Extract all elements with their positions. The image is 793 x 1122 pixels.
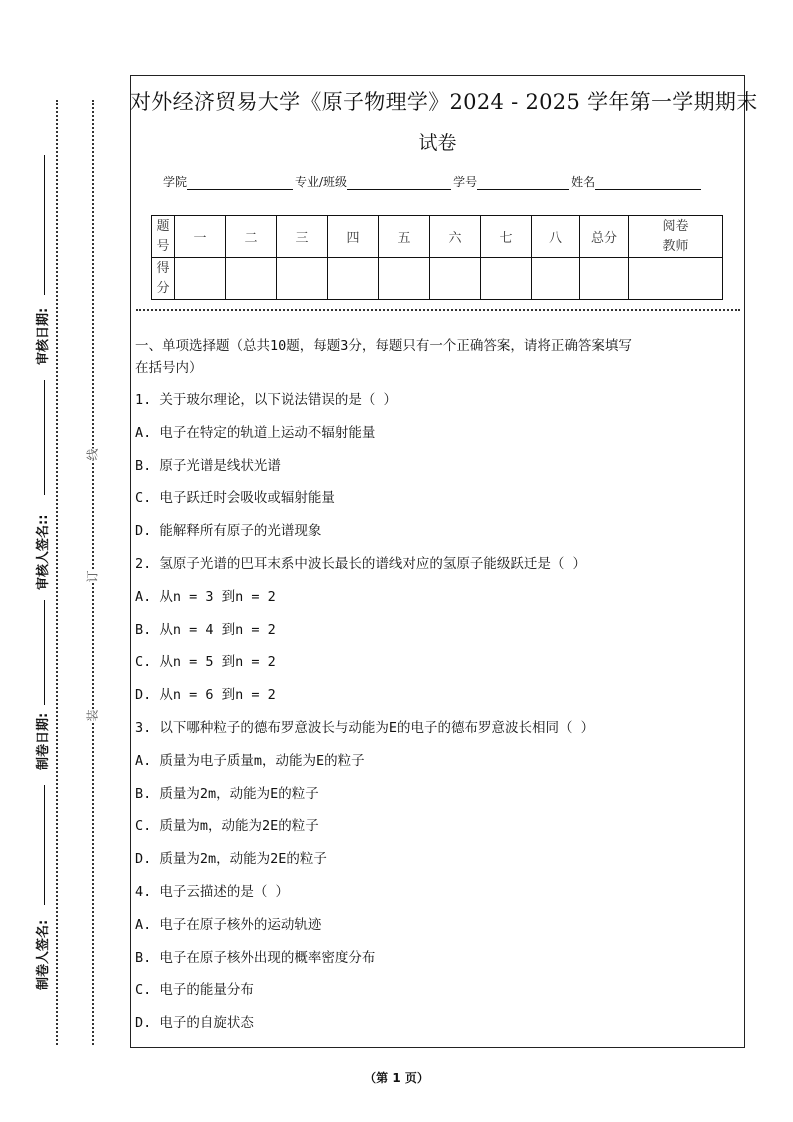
answer-option: D. 电子的自旋状态 <box>135 1015 254 1032</box>
section-heading-cont: 在括号内） <box>135 360 203 376</box>
score-cell[interactable] <box>629 258 723 300</box>
score-cell[interactable] <box>226 258 277 300</box>
answer-option: D. 质量为2m，动能为2E的粒子 <box>135 851 327 868</box>
section-heading: 一、单项选择题（总共10题，每题3分，每题只有一个正确答案，请将正确答案填写 <box>135 338 632 354</box>
answer-option: C. 电子的能量分布 <box>135 982 254 999</box>
score-table <box>151 215 723 300</box>
score-cell[interactable] <box>532 258 580 300</box>
question-stem: 4. 电子云描述的是（ ） <box>135 884 290 900</box>
score-cell[interactable] <box>328 258 379 300</box>
maker-sign-label: 制卷人签名: <box>36 919 51 990</box>
question-stem: 1. 关于玻尔理论，以下说法错误的是（ ） <box>135 392 398 408</box>
answer-option: A. 电子在原子核外的运动轨迹 <box>135 916 322 933</box>
student-id-label: 学号 <box>453 175 478 189</box>
answer-option: B. 原子光谱是线状光谱 <box>135 457 281 474</box>
make-date-label: 制卷日期: <box>36 712 51 770</box>
major-field[interactable] <box>347 176 451 190</box>
binding-dotted-line-outer <box>56 100 58 1045</box>
binding-mark-ding: 订 <box>85 570 100 583</box>
score-cell[interactable] <box>277 258 328 300</box>
answer-option: A. 质量为电子质量m，动能为E的粒子 <box>135 752 365 769</box>
score-cell[interactable] <box>580 258 629 300</box>
student-info <box>163 173 703 190</box>
binding-mark-zhuang: 装 <box>85 709 100 722</box>
answer-option: A. 电子在特定的轨道上运动不辐射能量 <box>135 424 376 441</box>
exam-title: 对外经济贸易大学《原子物理学》2024 - 2025 学年第一学期期末 <box>130 90 758 114</box>
page-number: （第 1 页） <box>364 1071 429 1085</box>
col-3: 三 <box>277 216 328 258</box>
name-label: 姓名 <box>571 175 596 189</box>
col-6: 六 <box>430 216 481 258</box>
col-2: 二 <box>226 216 277 258</box>
question-stem: 3. 以下哪种粒子的德布罗意波长与动能为E的电子的德布罗意波长相同（ ） <box>135 720 595 736</box>
maker-sign-line <box>44 785 45 905</box>
make-date-line <box>44 600 45 705</box>
score-cell[interactable] <box>481 258 532 300</box>
score-cell[interactable] <box>430 258 481 300</box>
separator-dotted <box>136 309 740 311</box>
col-5: 五 <box>379 216 430 258</box>
col-4: 四 <box>328 216 379 258</box>
answer-option: D. 从n = 6 到n = 2 <box>135 687 276 704</box>
question-stem: 2. 氢原子光谱的巴耳末系中波长最长的谱线对应的氢原子能级跃迁是（ ） <box>135 556 587 572</box>
answer-option: B. 质量为2m，动能为E的粒子 <box>135 785 319 802</box>
score-cell[interactable] <box>379 258 430 300</box>
col-8: 八 <box>532 216 580 258</box>
review-date-label: 审核日期: <box>36 307 51 365</box>
answer-option: B. 电子在原子核外出现的概率密度分布 <box>135 949 376 966</box>
answer-option: C. 电子跃迁时会吸收或辐射能量 <box>135 490 335 507</box>
exam-subtitle: 试卷 <box>418 132 457 154</box>
row-header-score: 得分 <box>152 258 175 300</box>
col-total: 总分 <box>580 216 629 258</box>
row-header-question: 题号 <box>152 216 175 258</box>
col-1: 一 <box>175 216 226 258</box>
answer-option: B. 从n = 4 到n = 2 <box>135 621 276 638</box>
reviewer-sign-line <box>44 380 45 495</box>
name-field[interactable] <box>595 176 701 190</box>
col-7: 七 <box>481 216 532 258</box>
reviewer-sign-label: 审核人签名:: <box>36 514 51 590</box>
score-cell[interactable] <box>175 258 226 300</box>
binding-mark-xian: 线 <box>85 448 100 461</box>
answer-option: C. 从n = 5 到n = 2 <box>135 654 276 671</box>
answer-option: A. 从n = 3 到n = 2 <box>135 588 276 605</box>
answer-option: C. 质量为m，动能为2E的粒子 <box>135 818 319 835</box>
col-grader: 阅卷教师 <box>629 216 723 258</box>
college-field[interactable] <box>187 176 293 190</box>
college-label: 学院 <box>163 175 188 189</box>
review-date-line <box>44 155 45 295</box>
answer-option: D. 能解释所有原子的光谱现象 <box>135 523 322 540</box>
major-label: 专业/班级 <box>295 175 348 189</box>
student-id-field[interactable] <box>477 176 569 190</box>
